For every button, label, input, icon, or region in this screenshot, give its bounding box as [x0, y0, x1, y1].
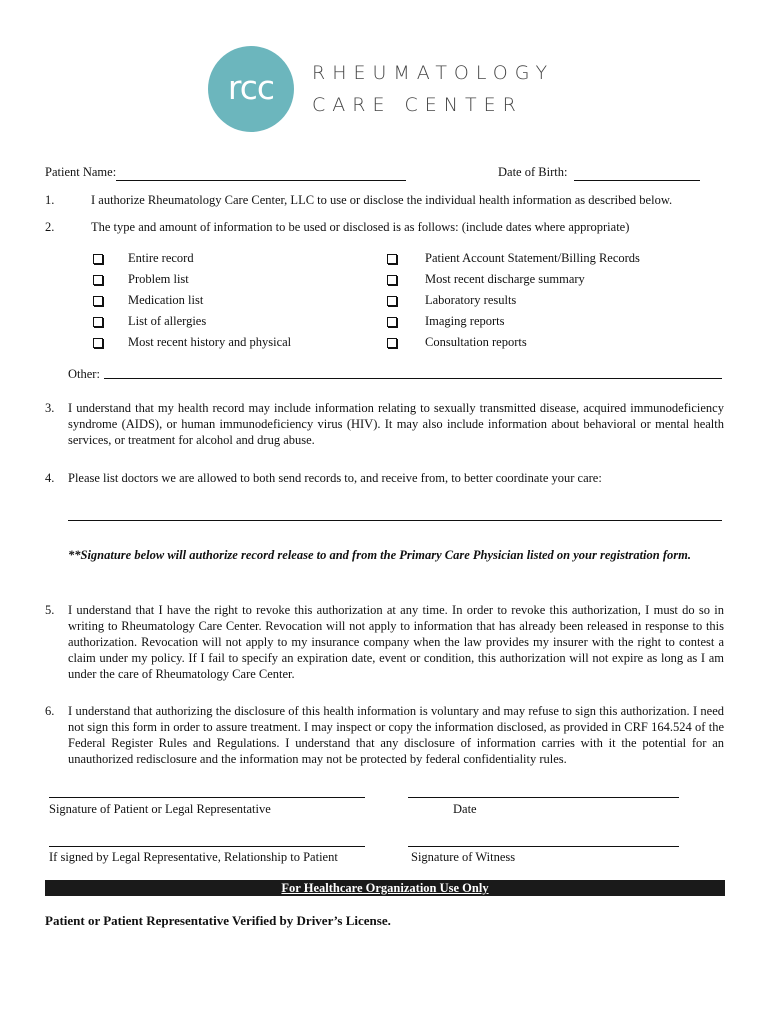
option-entire-record: Entire record	[128, 251, 194, 265]
checkbox-history-physical[interactable]	[93, 338, 103, 348]
doctors-input-line[interactable]	[68, 520, 722, 521]
option-allergies: List of allergies	[128, 314, 207, 328]
relationship-label: If signed by Legal Representative, Relationship to Patient	[49, 850, 338, 864]
office-use-banner-text: For Healthcare Organization Use Only	[281, 881, 489, 895]
item-1-number: 1.	[45, 193, 55, 207]
license-verification-text: Patient or Patient Representative Verified by Driver’s License.	[45, 913, 391, 928]
item-1-text: I authorize Rheumatology Care Center, LLC to use or disclose the individual health information as described below.	[91, 193, 673, 207]
item-3-number: 3.	[45, 401, 55, 415]
checkbox-problem-list[interactable]	[93, 275, 103, 285]
date-line[interactable]	[408, 797, 679, 798]
item-5-text: I understand that I have the right to revoke this authorization at any time. In order to revoke this authorization, I must do so in writing to Rheumatology Care Center. Revocation will not apply to information that has already been released in response to this authorization. Revocation will not apply to my insurance company when the law provides my insurer with the right to contest a claim under my policy. If I fail to specify an expiration date, event or condition, this authorization will not expire as long as I am under the care of Rheumatology Care Center.	[68, 603, 724, 681]
other-label: Other:	[68, 367, 100, 381]
option-lab-results: Laboratory results	[425, 293, 517, 307]
logo-mark-text: rcc	[227, 67, 275, 107]
logo-line-1: RHEUMATOLOGY	[312, 62, 555, 84]
option-consultation-reports: Consultation reports	[425, 335, 527, 349]
item-2-number: 2.	[45, 220, 55, 234]
patient-signature-line[interactable]	[49, 797, 365, 798]
item-5-number: 5.	[45, 603, 55, 617]
option-imaging-reports: Imaging reports	[425, 314, 505, 328]
checkbox-imaging-reports[interactable]	[387, 317, 397, 327]
dob-input[interactable]	[574, 164, 700, 181]
dob-label: Date of Birth:	[498, 165, 568, 179]
signature-note: **Signature below will authorize record release to and from the Primary Care Physician listed on your registration form.	[68, 548, 691, 562]
option-problem-list: Problem list	[128, 272, 189, 286]
item-6-number: 6.	[45, 704, 55, 718]
patient-name-label: Patient Name:	[45, 165, 117, 179]
option-history-physical: Most recent history and physical	[128, 335, 292, 349]
patient-signature-label: Signature of Patient or Legal Representative	[49, 802, 271, 816]
witness-signature-label: Signature of Witness	[411, 850, 516, 864]
dob-field	[498, 164, 700, 181]
item-3-text: I understand that my health record may include information relating to sexually transmitted disease, acquired immunodeficiency syndrome (AIDS), or human immunodeficiency virus (HIV). It may also include information about behavioral or mental health services, or treatment for alcohol and drug abuse.	[68, 401, 724, 447]
checkbox-medication-list[interactable]	[93, 296, 103, 306]
checkbox-entire-record[interactable]	[93, 254, 103, 264]
option-medication-list: Medication list	[128, 293, 204, 307]
checkbox-billing-records[interactable]	[387, 254, 397, 264]
patient-name-input[interactable]	[116, 164, 406, 181]
checkbox-lab-results[interactable]	[387, 296, 397, 306]
item-2-text: The type and amount of information to be used or disclosed is as follows: (include dates where appropriate)	[91, 220, 630, 234]
item-6-text: I understand that authorizing the disclosure of this health information is voluntary and may refuse to sign this authorization. I need not sign this form in order to assure treatment. I may inspect or copy the information disclosed, as provided in CRF 164.524 of the Federal Register Rules and Regulations. I understand that any disclosure of information carries with it the potential for an unauthorized redisclosure and the information may not be protected by federal confidentiality rules.	[68, 704, 724, 766]
logo-mark	[208, 46, 294, 132]
item-4-number: 4.	[45, 471, 55, 485]
patient-name-field	[45, 164, 406, 181]
option-billing-records: Patient Account Statement/Billing Records	[425, 251, 640, 265]
checkbox-consultation-reports[interactable]	[387, 338, 397, 348]
date-label: Date	[453, 802, 477, 816]
office-use-banner	[45, 880, 725, 896]
checkbox-allergies[interactable]	[93, 317, 103, 327]
item-4-text: Please list doctors we are allowed to both send records to, and receive from, to better coordinate your care:	[68, 471, 602, 485]
relationship-line[interactable]	[49, 846, 365, 847]
other-input-line[interactable]	[104, 378, 722, 379]
logo-line-2: CARE CENTER	[312, 94, 523, 116]
witness-signature-line[interactable]	[408, 846, 679, 847]
option-discharge-summary: Most recent discharge summary	[425, 272, 585, 286]
checkbox-discharge-summary[interactable]	[387, 275, 397, 285]
